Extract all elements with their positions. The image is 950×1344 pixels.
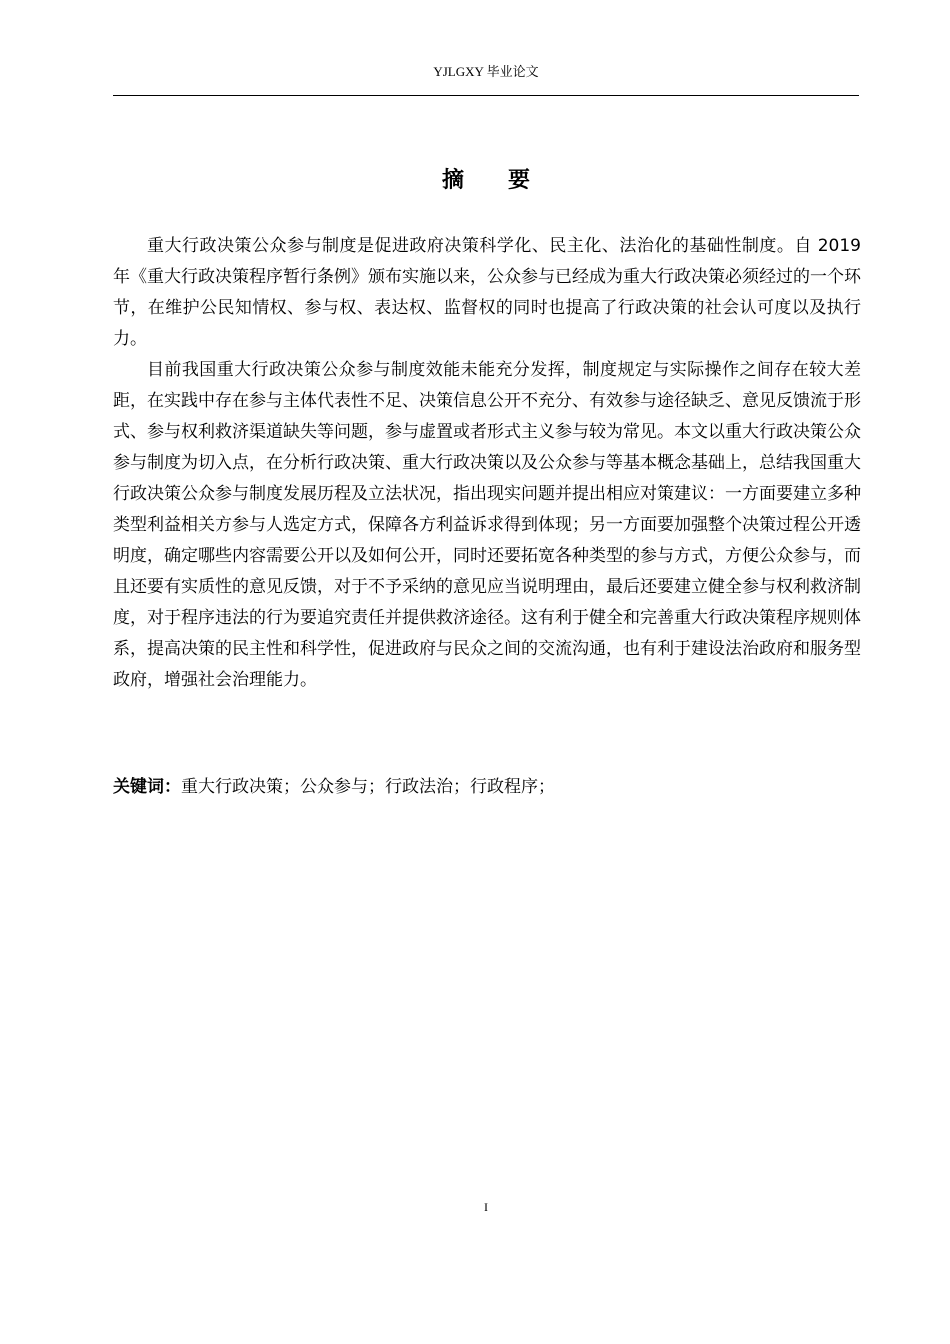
page-header: YJLGXY 毕业论文: [433, 64, 539, 79]
header-divider: [113, 95, 859, 96]
keywords-line: [113, 772, 859, 803]
abstract-paragraph-2: 目前我国重大行政决策公众参与制度效能未能充分发挥，制度规定与实际操作之间存在较大差距，在实践中存在参与主体代表性不足、决策信息公开不充分、有效参与途径缺乏、意见反馈流于形式、参与权利救济渠道缺失等问题，参与虚置或者形式主义参与较为常见。本文以重大行政决策公众参与制度为切入点，在分析行政决策、重大行政决策以及公众参与等基本概念基础上，总结我国重大行政决策公众参与制度发展历程及立法状况，指出现实问题并提出相应对策建议：一方面要建立多种类型利益相关方参与人选定方式，保障各方利益诉求得到体现；另一方面要加强整个决策过程公开透明度，确定哪些内容需要公开以及如何公开，同时还要拓宽各种类型的参与方式，方便公众参与，而且还要有实质性的意见反馈，对于不予采纳的意见应当说明理由，最后还要建立健全参与权利救济制度，对于程序违法的行为要追究责任并提供救济途径。这有利于健全和完善重大行政决策程序规则体系，提高决策的民主性和科学性，促进政府与民众之间的交流沟通，也有利于建设法治政府和服务型政府，增强社会治理能力。: [113, 360, 861, 690]
abstract-title: 摘 要: [441, 168, 530, 193]
keywords-value: 重大行政决策；公众参与；行政法治；行政程序；: [181, 777, 555, 797]
page-number: I: [484, 1200, 488, 1214]
abstract-paragraph-1: 重大行政决策公众参与制度是促进政府决策科学化、民主化、法治化的基础性制度。自 2019 年《重大行政决策程序暂行条例》颁布实施以来，公众参与已经成为重大行政决策必须经过的一个环节，在维护公民知情权、参与权、表达权、监督权的同时也提高了行政决策的社会认可度以及执行力。: [113, 236, 861, 349]
keywords-label: 关键词：: [113, 777, 181, 797]
abstract-body: [113, 231, 861, 696]
